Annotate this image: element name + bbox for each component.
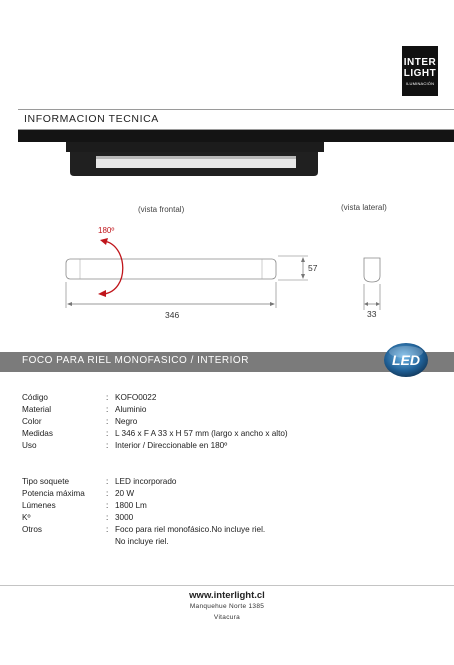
side-view-body (364, 258, 380, 282)
logo-line-2: LIGHT (403, 67, 437, 79)
address-text: Manquehue Norte 1385 (189, 603, 265, 610)
divider-top (18, 109, 454, 110)
website-link[interactable]: www.interlight.cl (189, 590, 265, 601)
logo-line-3: ILUMINACIÓN (405, 80, 435, 86)
front-view-label: (vista frontal) (138, 205, 185, 214)
technical-drawing (0, 220, 454, 330)
height-label: 57 (308, 263, 318, 273)
divider-footer (0, 585, 454, 586)
side-view-label: (vista lateral) (341, 203, 387, 212)
brand-logo (402, 46, 438, 96)
product-photo (18, 130, 454, 188)
led-badge-icon (380, 340, 432, 380)
length-label: 346 (165, 310, 180, 320)
width-label: 33 (367, 309, 377, 319)
city-text: Vitacura (213, 614, 241, 621)
product-title: FOCO PARA RIEL MONOFASICO / INTERIOR (22, 355, 249, 366)
rotation-label: 180º (98, 226, 115, 235)
svg-text:LED: LED (392, 352, 420, 368)
front-view-body (66, 259, 276, 279)
section-title: INFORMACION TECNICA (24, 113, 159, 125)
logo-line-1: INTER (403, 56, 437, 68)
